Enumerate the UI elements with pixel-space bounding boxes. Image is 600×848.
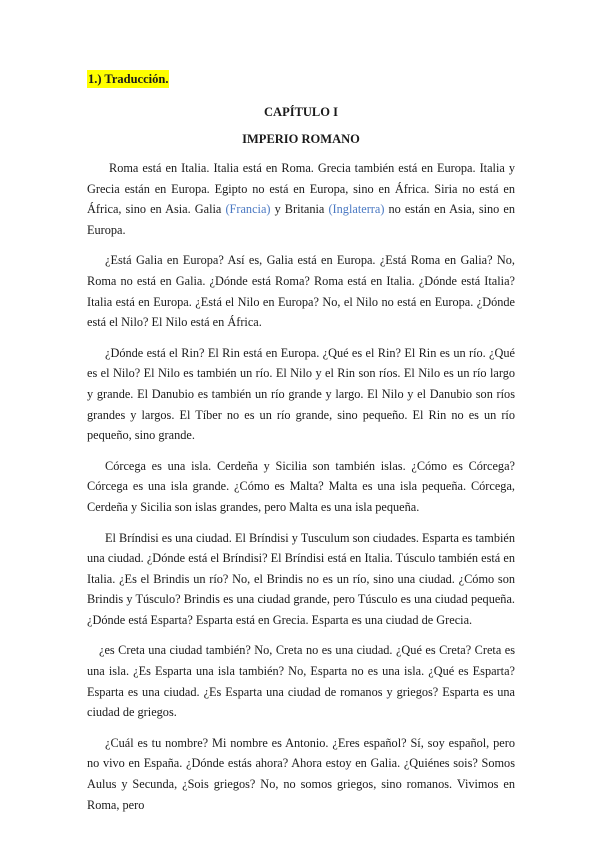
section-heading-wrapper	[87, 70, 515, 88]
paragraph-1	[87, 158, 515, 240]
paragraph-7: ¿Cuál es tu nombre? Mi nombre es Antonio. ¿Eres español? Sí, soy español, pero no vivo en España. ¿Dónde estás ahora? Ahora estoy en Galia. ¿Quiénes sois? Somos Aulus y Secunda, ¿Sois griegos? No, no somos griegos, sino romanos. Vivimos en Roma, pero	[87, 735, 515, 812]
paragraph-1-text-b: y Britania	[270, 202, 329, 217]
paragraph-3: ¿Dónde está el Rin? El Rin está en Europa. ¿Qué es el Rin? El Rin es un río. ¿Qué es el Nilo? El Nilo es también un río. El Nilo y el Rin son ríos. El Nilo es un río largo y grande. El Danubio es también un río grande y largo. El Nilo y el Danubio son ríos grandes y largos. El Tíber no es un río grande, sino pequeño. El Rin no es un río pequeño, sino grande.	[87, 345, 515, 443]
paragraph-5: El Bríndisi es una ciudad. El Bríndisi y Tusculum son ciudades. Esparta es también una ciudad. ¿Dónde está el Bríndisi? El Bríndisi está en Italia. Túsculo también está en Italia. ¿Es el Brindis un río? No, el Brindis no es un río, sino una ciudad. ¿Cómo son Brindis y Túsculo? Brindis es una ciudad grande, pero Túsculo es una ciudad pequeña. ¿Dónde está Esparta? Esparta está en Grecia. Esparta es una ciudad de Grecia.	[87, 530, 515, 627]
paragraph-1-text-a: Roma está en Italia. Italia está en Roma. Grecia también está en Europa. Italia y Grecia están en Europa. Egipto no está en Europa, sino en África. Siria no está en África, sino en Asia. Galia	[87, 161, 515, 217]
paragraph-2: ¿Está Galia en Europa? Así es, Galia está en Europa. ¿Está Roma en Galia? No, Roma no está en Galia. ¿Dónde está Roma? Roma está en Italia. ¿Dónde está Italia? Italia está en Europa. ¿Está el Nilo en Europa? No, el Nilo no está en Europa. ¿Dónde está el Nilo? El Nilo está en África.	[87, 253, 515, 330]
paragraph-1-text-c: no están en Asia, sino en Europa.	[87, 202, 515, 237]
chapter-subtitle: IMPERIO ROMANO	[242, 132, 360, 146]
chapter-title: CAPÍTULO I	[264, 105, 338, 119]
document-page	[87, 70, 515, 815]
paragraph-4: Córcega es una isla. Cerdeña y Sicilia son también islas. ¿Cómo es Córcega? Córcega es una isla grande. ¿Cómo es Malta? Malta es una isla pequeña. Córcega, Cerdeña y Sicilia son islas grandes, pero Malta es una isla pequeña.	[87, 458, 515, 514]
francia-gloss: (Francia)	[225, 202, 271, 217]
section-heading: 1.) Traducción.	[88, 72, 169, 86]
inglaterra-gloss: (Inglaterra)	[328, 202, 385, 217]
paragraph-6: ¿es Creta una ciudad también? No, Creta no es una ciudad. ¿Qué es Creta? Creta es una isla. ¿Es Esparta una isla también? No, Esparta no es una isla. ¿Qué es Esparta? Esparta es una ciudad. ¿Es Esparta una ciudad de romanos y griegos? Esparta es una ciudad de griegos.	[87, 643, 515, 720]
